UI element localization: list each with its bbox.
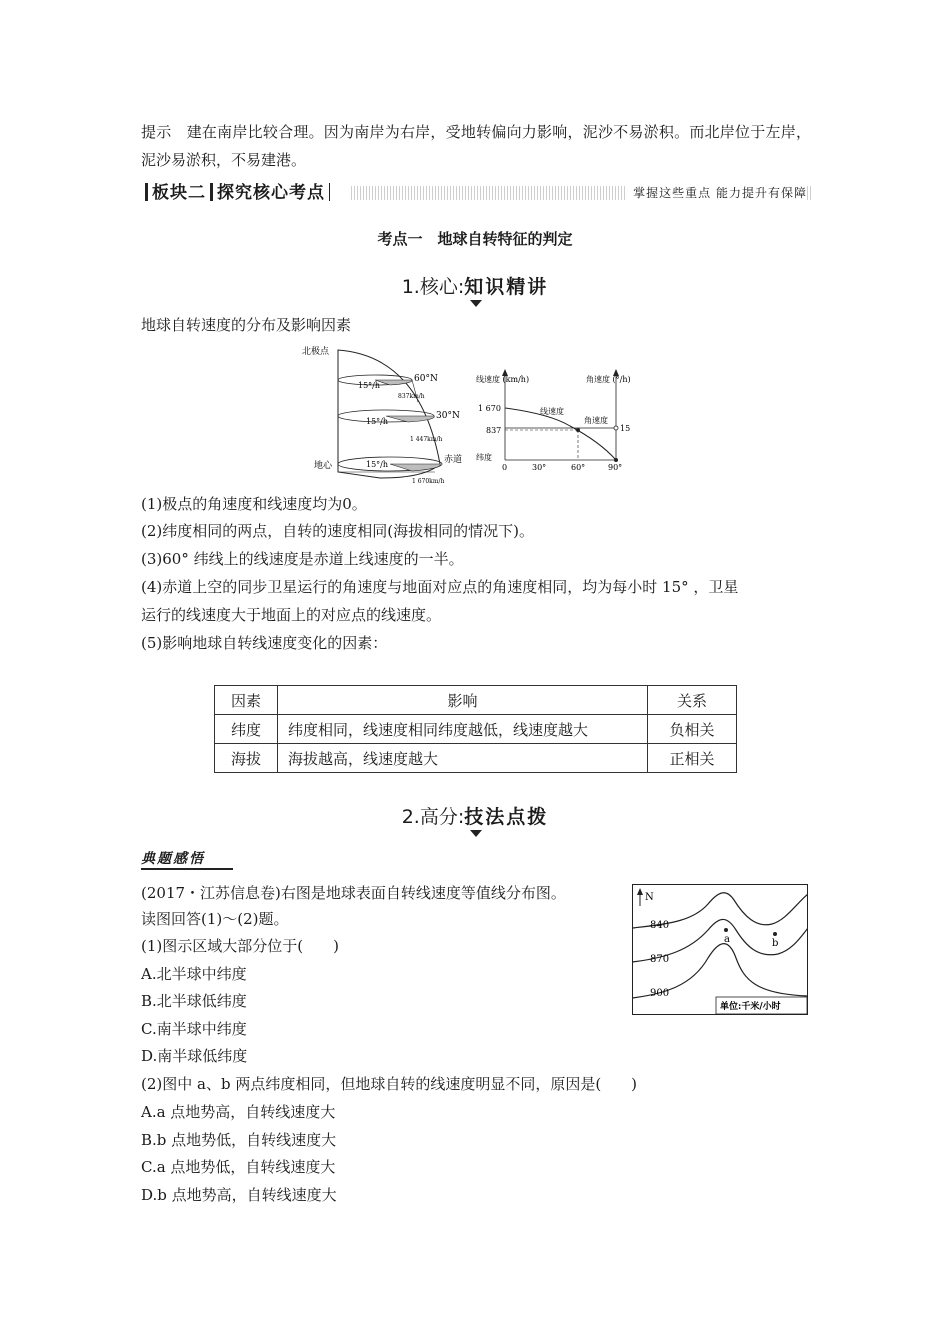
question-stem-1: (2017・江苏信息卷)右图是地球表面自转线速度等值线分布图。	[141, 884, 566, 902]
q2-option-d: D.b 点地势高，自转线速度大	[141, 1186, 337, 1204]
isoline-label-900: 900	[650, 988, 670, 999]
hint-text: 建在南岸比较合理。因为南岸为右岸，受地转偏向力影响，泥沙不易淤积。而北岸位于左岸，泥沙易淤积，不易建港。	[141, 123, 811, 169]
equator-label: 赤道	[444, 455, 463, 465]
linear-speed-curve-label: 线速度	[540, 407, 564, 416]
table-row	[215, 715, 737, 744]
table-cell: 纬度	[215, 715, 278, 744]
q2-option-b: B.b 点地势低，自转线速度大	[141, 1131, 337, 1149]
banner-bar	[329, 183, 330, 201]
table-cell: 海拔	[215, 744, 278, 773]
question-stem-2: 读图回答(1)～(2)题。	[141, 910, 289, 928]
banner-bar	[210, 183, 213, 201]
table-header-row	[215, 686, 737, 715]
intro-text: 地球自转速度的分布及影响因素	[141, 316, 352, 334]
angular-speed-60-label: 15°/h	[358, 381, 381, 390]
table-cell: 纬度相同，线速度相同纬度越低，线速度越大	[278, 715, 648, 744]
hint-lead: 提示	[141, 123, 172, 141]
section2-num: 2.高分:	[401, 806, 465, 828]
example-tag: 典题感悟	[141, 851, 205, 867]
point-3: (3)60° 纬线上的线速度是赤道上线速度的一半。	[141, 550, 464, 568]
q2-option-a: A.a 点地势高，自转线速度大	[141, 1103, 336, 1121]
tick-x-0: 0	[502, 463, 508, 472]
hint-paragraph	[141, 118, 811, 174]
question-2: (2)图中 a、b 两点纬度相同，但地球自转的线速度明显不同，原因是( )	[141, 1075, 638, 1093]
table-cell: 海拔越高，线速度越大	[278, 744, 648, 773]
tick-15: 15	[620, 424, 631, 433]
table-cell: 负相关	[648, 715, 737, 744]
isoline-label-840: 840	[650, 920, 670, 931]
tick-1670: 1 670	[478, 404, 501, 413]
banner-part2: 探究核心考点	[217, 183, 325, 203]
point-1: (1)极点的角速度和线速度均为0。	[141, 495, 367, 513]
tick-x-60: 60°	[571, 463, 586, 472]
factors-table	[214, 685, 737, 773]
banner-bar	[145, 183, 148, 201]
tag-underline	[141, 868, 233, 870]
section-banner	[141, 182, 811, 204]
section2-header	[0, 802, 950, 829]
section1-header	[0, 272, 950, 299]
section2-name: 技法点拨	[464, 806, 549, 828]
lat30-label: 30°N	[436, 411, 460, 421]
point-4: (4)赤道上空的同步卫星运行的角速度与地面对应点的角速度相同，均为每小时 15° ，卫星	[141, 578, 739, 596]
section1-num: 1.核心:	[401, 276, 465, 298]
q1-option-b: B.北半球低纬度	[141, 992, 247, 1010]
lat60-label: 60°N	[414, 374, 438, 384]
angular-speed-30-label: 15°/h	[366, 417, 389, 426]
tick-x-30: 30°	[532, 463, 547, 472]
section2-marker-icon	[470, 830, 482, 837]
isoline-label-870: 870	[650, 954, 670, 965]
north-pole-label: 北极点	[302, 347, 330, 357]
table-row	[215, 744, 737, 773]
question-1: (1)图示区域大部分位于( )	[141, 937, 339, 955]
table-header: 因素	[215, 686, 278, 715]
linear-speed-60-label: 837km/h	[398, 393, 425, 400]
rotation-speed-figure	[300, 342, 660, 487]
earth-center-label: 地心	[314, 461, 333, 471]
point-a-marker	[724, 928, 728, 932]
earth-quadrant-diagram	[302, 345, 462, 485]
angular-speed-line-label: 角速度	[584, 416, 608, 425]
q1-option-d: D.南半球低纬度	[141, 1047, 248, 1065]
tick-837: 837	[486, 426, 502, 435]
angular-speed-0-label: 15°/h	[366, 460, 389, 469]
point-b-label: b	[772, 938, 779, 949]
q1-option-c: C.南半球中纬度	[141, 1020, 247, 1038]
q2-option-c: C.a 点地势低，自转线速度大	[141, 1158, 336, 1176]
point-b-marker	[773, 932, 777, 936]
point-a-label: a	[724, 934, 730, 945]
point-4-cont: 运行的线速度大于地面上的对应点的线速度。	[141, 606, 442, 624]
speed-latitude-chart	[476, 369, 631, 472]
chart-left-axis-label: 线速度 (km/h)	[476, 375, 530, 384]
point-2: (2)纬度相同的两点，自转的速度相同(海拔相同的情况下)。	[141, 522, 534, 540]
section1-marker-icon	[470, 300, 482, 307]
table-cell: 正相关	[648, 744, 737, 773]
isoline-map	[632, 884, 808, 1016]
banner-title	[141, 182, 334, 204]
chart-right-axis-label: 角速度 (°/h)	[586, 375, 631, 384]
table-header: 关系	[648, 686, 737, 715]
point-5: (5)影响地球自转线速度变化的因素：	[141, 634, 388, 652]
section1-name: 知识精讲	[464, 276, 549, 298]
linear-speed-0-label: 1 670km/h	[412, 478, 445, 485]
q1-option-a: A.北半球中纬度	[141, 965, 247, 983]
chart-x-axis-label: 纬度	[476, 453, 492, 462]
unit-label: 单位:千米/小时	[720, 1002, 781, 1012]
banner-part1: 板块二	[152, 183, 206, 203]
table-header: 影响	[278, 686, 648, 715]
linear-speed-30-label: 1 447km/h	[410, 436, 443, 443]
north-label: N	[645, 892, 654, 903]
banner-slogan: 掌握这些重点 能力提升有保障	[627, 184, 807, 202]
tick-x-90: 90°	[608, 463, 623, 472]
topic-title: 考点一 地球自转特征的判定	[377, 230, 573, 248]
